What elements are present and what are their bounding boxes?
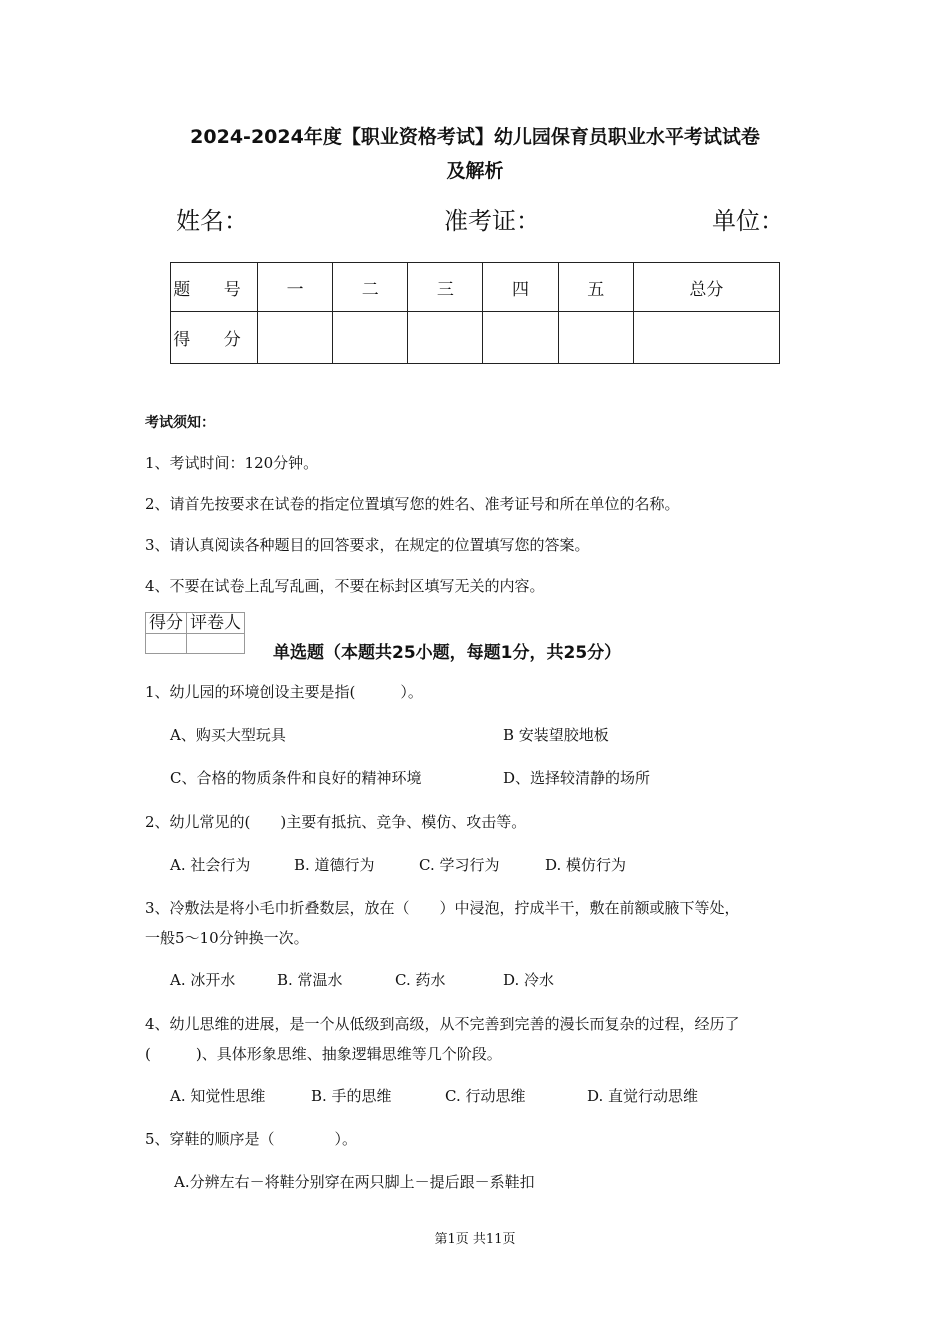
- question-option: C. 学习行为: [419, 856, 500, 874]
- grader-box-blank-row: [146, 634, 245, 654]
- name-field-label: 姓名：: [176, 207, 248, 235]
- column-header: 二: [333, 263, 408, 312]
- exam-id-field-label: 准考证：: [444, 207, 540, 235]
- unit-field-label: 单位：: [712, 207, 784, 235]
- question-number-header: 题 号: [171, 263, 258, 312]
- grader-name-cell: [187, 634, 245, 654]
- question-option: A. 社会行为: [170, 856, 251, 874]
- question-option: B 安装望胶地板: [503, 726, 609, 744]
- notice-item: 1、考试时间：120分钟。: [145, 454, 319, 472]
- exam-title-line1: 2024-2024年度【职业资格考试】幼儿园保育员职业水平考试试卷: [190, 126, 760, 148]
- question-option: B. 常温水: [277, 971, 343, 989]
- column-header: 五: [558, 263, 633, 312]
- question-stem: 4、幼儿思维的进展，是一个从低级到高级，从不完善到完善的漫长而复杂的过程，经历了: [145, 1015, 740, 1033]
- section-title: 单选题（本题共25小题，每题1分，共25分）: [273, 643, 622, 663]
- column-header: 一: [258, 263, 333, 312]
- question-stem: 3、冷敷法是将小毛巾折叠数层，放在（ ）中浸泡，拧成半干，敷在前额或腋下等处，: [145, 899, 740, 917]
- question-stem-continued: ( )、具体形象思维、抽象逻辑思维等几个阶段。: [145, 1045, 502, 1063]
- page-number-footer: 第1页 共11页: [434, 1232, 516, 1247]
- notice-item: 4、不要在试卷上乱写乱画，不要在标封区填写无关的内容。: [145, 577, 545, 595]
- score-cell: [408, 312, 483, 364]
- exam-title-line2: 及解析: [446, 160, 504, 182]
- question-stem-continued: 一般5～10分钟换一次。: [145, 929, 309, 947]
- question-option: D、选择较清静的场所: [503, 769, 651, 787]
- grader-score-label: 得分: [146, 613, 187, 634]
- score-row-header: 得 分: [171, 312, 258, 364]
- question-stem: 1、幼儿园的环境创设主要是指( ）。: [145, 683, 423, 701]
- column-header: 三: [408, 263, 483, 312]
- question-option: B. 手的思维: [311, 1087, 392, 1105]
- column-header: 四: [483, 263, 558, 312]
- question-option: C. 药水: [395, 971, 446, 989]
- question-option: A. 冰开水: [170, 971, 236, 989]
- notice-item: 3、请认真阅读各种题目的回答要求，在规定的位置填写您的答案。: [145, 536, 590, 554]
- score-table-score-row: [171, 312, 780, 364]
- question-option: A.分辨左右－将鞋分别穿在两只脚上－提后跟－系鞋扣: [174, 1173, 535, 1191]
- question-option: D. 直觉行动思维: [587, 1087, 699, 1105]
- notice-item: 2、请首先按要求在试卷的指定位置填写您的姓名、准考证号和所在单位的名称。: [145, 495, 680, 513]
- grader-score-cell: [146, 634, 187, 654]
- score-cell: [558, 312, 633, 364]
- candidate-info-line: [0, 201, 950, 241]
- question-option: A、购买大型玩具: [170, 726, 286, 744]
- score-cell: [333, 312, 408, 364]
- score-table-header-row: [171, 263, 780, 312]
- grader-box: [145, 612, 245, 654]
- score-cell: [258, 312, 333, 364]
- total-header: 总分: [633, 263, 779, 312]
- question-option: D. 冷水: [503, 971, 555, 989]
- question-option: C. 行动思维: [445, 1087, 526, 1105]
- question-stem: 5、穿鞋的顺序是（ ）。: [145, 1130, 358, 1148]
- question-option: C、合格的物质条件和良好的精神环境: [170, 769, 422, 787]
- grader-name-label: 评卷人: [187, 613, 245, 634]
- score-table: [170, 262, 780, 364]
- grader-box-header-row: [146, 613, 245, 634]
- score-cell: [633, 312, 779, 364]
- question-stem: 2、幼儿常见的( )主要有抵抗、竞争、模仿、攻击等。: [145, 813, 527, 831]
- question-option: A. 知觉性思维: [170, 1087, 266, 1105]
- notice-heading: 考试须知：: [145, 415, 215, 431]
- score-cell: [483, 312, 558, 364]
- question-option: B. 道德行为: [294, 856, 375, 874]
- question-option: D. 模仿行为: [545, 856, 627, 874]
